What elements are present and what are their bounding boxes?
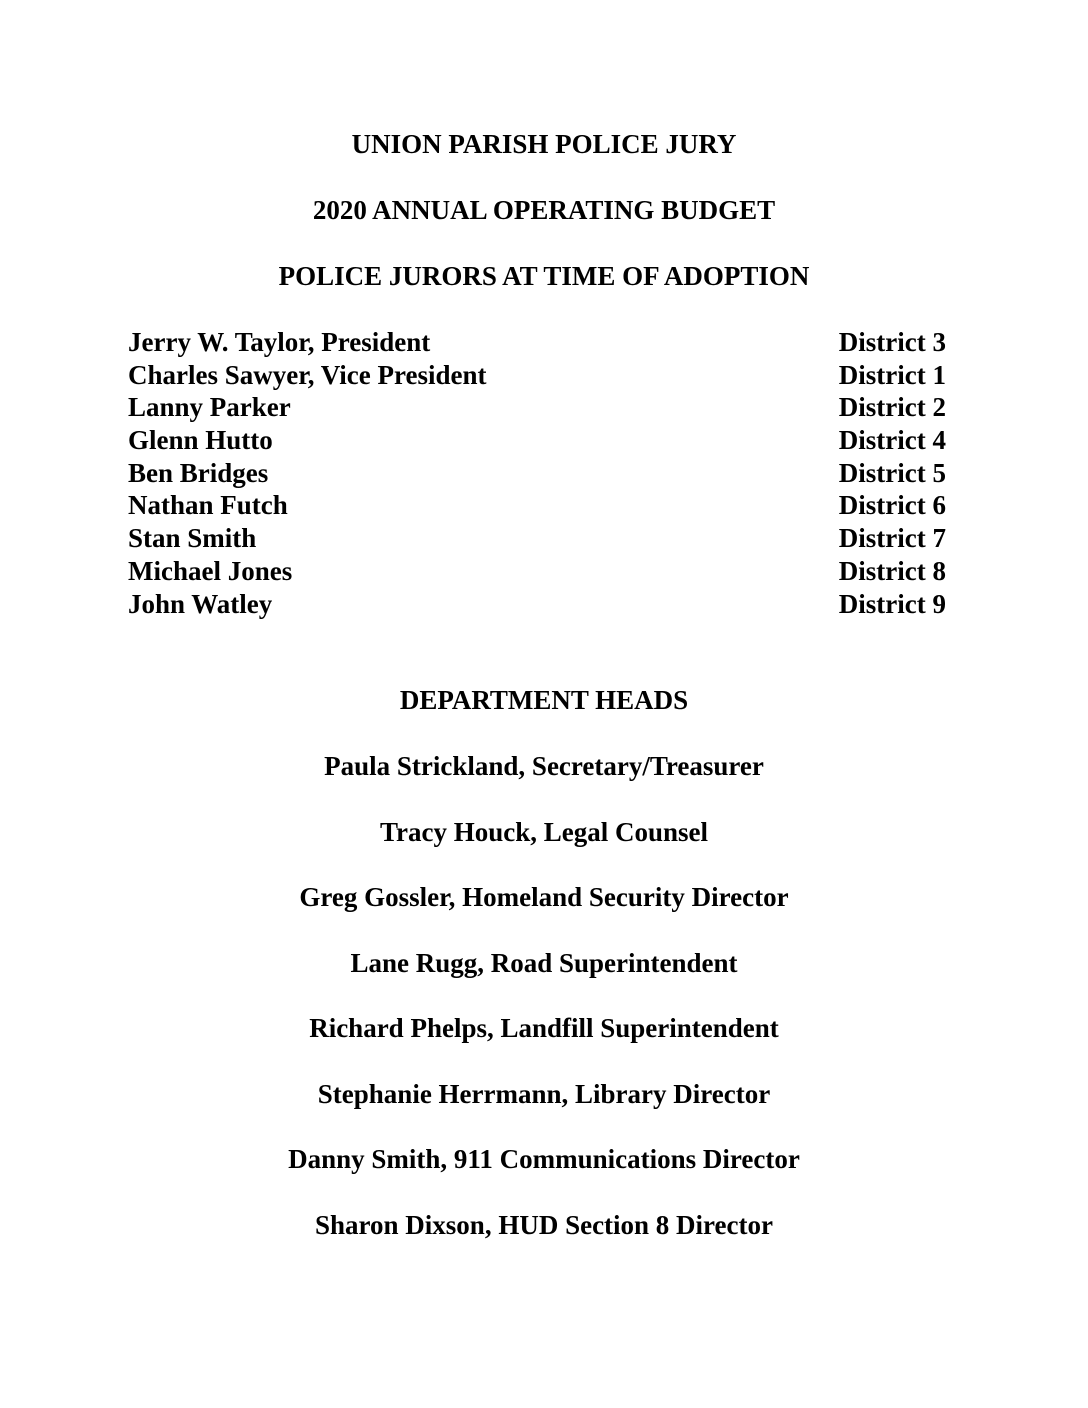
department-head-item: Danny Smith, 911 Communications Director [288, 1144, 800, 1174]
juror-name: Jerry W. Taylor, President [128, 327, 431, 357]
juror-row [128, 555, 946, 588]
juror-name: Nathan Futch [128, 490, 288, 521]
juror-name: Ben Bridges [128, 457, 269, 488]
department-heads-heading: DEPARTMENT HEADS [399, 685, 689, 715]
juror-name: Stan Smith [128, 523, 257, 554]
department-head-item: Sharon Dixson, HUD Section 8 Director [315, 1209, 773, 1240]
juror-list [128, 326, 946, 620]
jurors-heading: POLICE JURORS AT TIME OF ADOPTION [278, 261, 810, 291]
department-head-item: Paula Strickland, Secretary/Treasurer [324, 751, 764, 781]
juror-district: District 8 [838, 555, 946, 586]
document-subtitle: 2020 ANNUAL OPERATING BUDGET [312, 195, 776, 225]
juror-row [128, 359, 946, 392]
juror-district: District 1 [838, 359, 946, 390]
department-heads-list [0, 750, 1088, 1274]
juror-row [128, 588, 946, 621]
department-head-item: Stephanie Herrmann, Library Director [317, 1078, 771, 1109]
juror-name: Glenn Hutto [128, 425, 273, 456]
juror-district: District 2 [838, 392, 946, 423]
department-head-item: Richard Phelps, Landfill Superintendent [309, 1013, 779, 1043]
department-head-item: Lane Rugg, Road Superintendent [350, 947, 738, 978]
juror-name: Michael Jones [128, 555, 293, 586]
juror-district: District 6 [838, 490, 946, 521]
juror-row [128, 457, 946, 490]
juror-row [128, 326, 946, 359]
juror-district: District 7 [838, 523, 946, 554]
department-head-item: Tracy Houck, Legal Counsel [379, 816, 708, 847]
juror-district: District 5 [838, 457, 946, 488]
juror-name: Lanny Parker [128, 392, 291, 423]
juror-row [128, 391, 946, 424]
juror-row [128, 424, 946, 457]
juror-district: District 9 [838, 588, 946, 619]
juror-district: District 4 [838, 425, 946, 456]
juror-name: Charles Sawyer, Vice President [128, 359, 487, 390]
document-title: UNION PARISH POLICE JURY [351, 129, 737, 159]
juror-district: District 3 [838, 327, 946, 357]
department-head-item: Greg Gossler, Homeland Security Director [299, 882, 789, 912]
juror-row [128, 489, 946, 522]
juror-name: John Watley [128, 588, 273, 619]
juror-row [128, 522, 946, 555]
